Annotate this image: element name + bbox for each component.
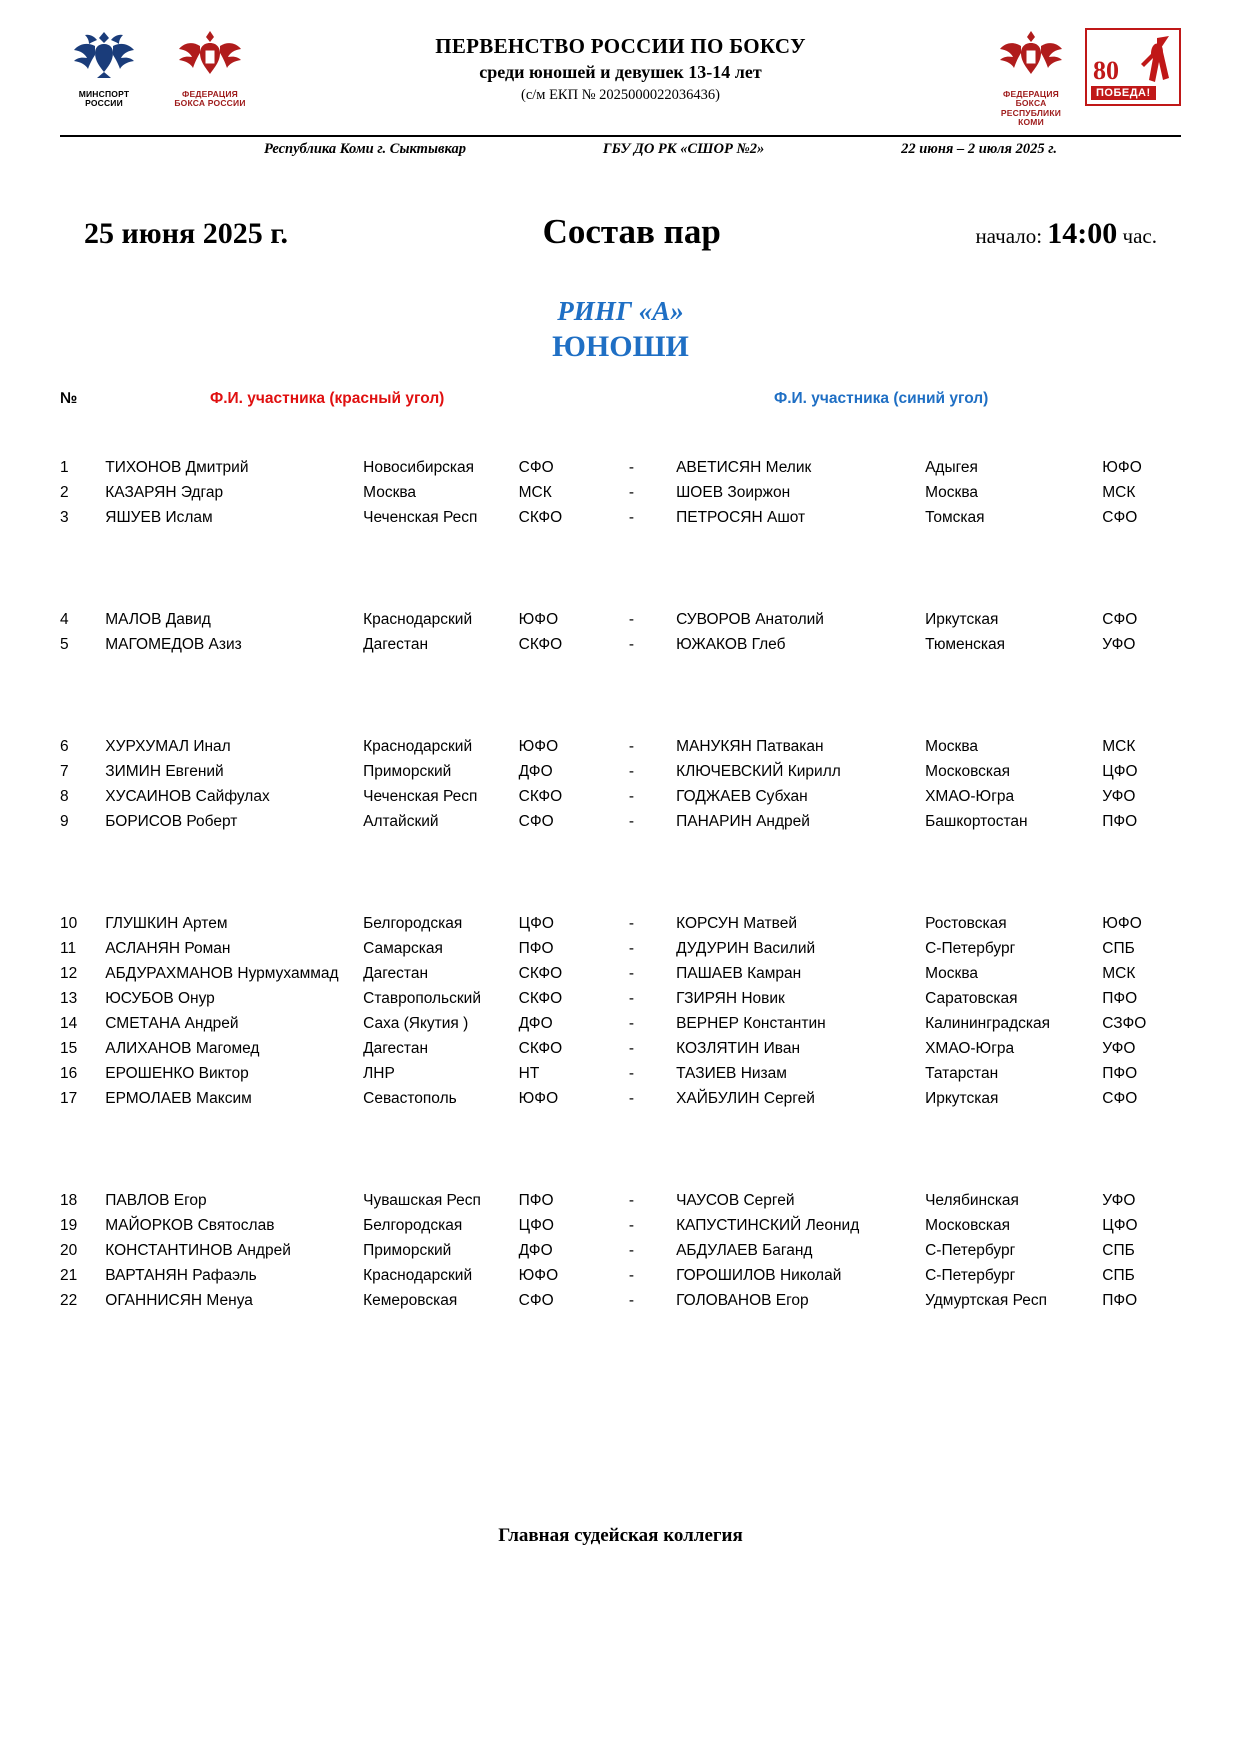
minsport-caption: МИНСПОРТ РОССИИ <box>78 89 130 109</box>
blue-corner-district: СПБ <box>1102 1242 1135 1260</box>
red-corner-district: ДФО <box>518 1015 553 1033</box>
category-spacer <box>60 530 1181 552</box>
red-corner-name: МАЛОВ Давид <box>105 611 211 629</box>
column-header-number: № <box>60 390 78 408</box>
venue-organization: ГБУ ДО РК «СШОР №2» <box>602 141 765 158</box>
table-row <box>60 961 1181 986</box>
blue-corner-region: Удмуртская Респ <box>925 1292 1047 1310</box>
table-row <box>60 1036 1181 1061</box>
bout-number: 1 <box>60 459 69 477</box>
table-row <box>60 1288 1181 1313</box>
blue-corner-name: ДУДУРИН Василий <box>676 940 816 958</box>
weight-category-heading <box>60 426 1181 449</box>
table-row <box>60 1011 1181 1036</box>
table-row <box>60 784 1181 809</box>
bout-number: 3 <box>60 509 69 527</box>
red-corner-name: АСЛАНЯН Роман <box>105 940 231 958</box>
blue-corner-region: С-Петербург <box>925 1267 1016 1285</box>
komi-federation-caption: ФЕДЕРАЦИЯ БОКСА РЕСПУБЛИКИ КОМИ <box>1000 89 1062 128</box>
blue-corner-name: ПАНАРИН Андрей <box>676 813 810 831</box>
blue-corner-district: СПБ <box>1102 940 1135 958</box>
red-corner-district: СКФО <box>518 636 563 654</box>
bout-number: 22 <box>60 1292 78 1310</box>
weight-category-heading <box>60 578 1181 601</box>
blue-corner-region: Москва <box>925 965 979 983</box>
red-corner-name: ЕРОШЕНКО Виктор <box>105 1065 249 1083</box>
table-row <box>60 1238 1181 1263</box>
red-corner-region: Дагестан <box>363 1040 429 1058</box>
blue-corner-district: СЗФО <box>1102 1015 1147 1033</box>
blue-corner-region: Иркутская <box>925 611 999 629</box>
bout-number: 13 <box>60 990 78 1008</box>
bout-number: 8 <box>60 788 69 806</box>
versus-separator: - <box>628 1015 635 1033</box>
red-corner-name: ХУСАИНОВ Сайфулах <box>105 788 270 806</box>
red-corner-district: ПФО <box>518 1192 554 1210</box>
bout-number: 10 <box>60 915 78 933</box>
versus-separator: - <box>628 636 635 654</box>
bout-number: 6 <box>60 738 69 756</box>
table-row <box>60 1086 1181 1111</box>
red-corner-region: Саха (Якутия ) <box>363 1015 469 1033</box>
table-row <box>60 1188 1181 1213</box>
red-corner-district: НТ <box>518 1065 540 1083</box>
blue-corner-region: Московская <box>925 1217 1011 1235</box>
blue-corner-district: СПБ <box>1102 1267 1135 1285</box>
blue-corner-name: ПЕТРОСЯН Ашот <box>676 509 806 527</box>
komi-federation-eagle-icon <box>998 28 1064 88</box>
blue-corner-region: Томская <box>925 509 985 527</box>
red-corner-district: ПФО <box>518 940 554 958</box>
blue-corner-district: ПФО <box>1102 990 1138 1008</box>
red-corner-district: ДФО <box>518 763 553 781</box>
blue-corner-name: АВЕТИСЯН Мелик <box>676 459 812 477</box>
red-corner-region: Дагестан <box>363 636 429 654</box>
victory-80-logo <box>1085 28 1181 106</box>
boxing-federation-caption: ФЕДЕРАЦИЯ БОКСА РОССИИ <box>174 89 246 109</box>
blue-corner-district: ЦФО <box>1102 1217 1138 1235</box>
table-row <box>60 480 1181 505</box>
start-time-block <box>975 217 1157 251</box>
versus-separator: - <box>628 1090 635 1108</box>
red-corner-district: ЮФО <box>518 611 559 629</box>
category-spacer <box>60 1111 1181 1133</box>
blue-corner-name: КЛЮЧЕВСКИЙ Кирилл <box>676 763 841 781</box>
blue-corner-name: ШОЕВ Зоиржон <box>676 484 791 502</box>
red-corner-name: ЗИМИН Евгений <box>105 763 224 781</box>
red-corner-district: ДФО <box>518 1242 553 1260</box>
bout-number: 11 <box>60 940 77 958</box>
page-title: Состав пар <box>542 212 721 252</box>
versus-separator: - <box>628 1040 635 1058</box>
table-row <box>60 607 1181 632</box>
red-corner-region: Чеченская Респ <box>363 788 478 806</box>
blue-corner-region: Москва <box>925 484 979 502</box>
double-eagle-icon <box>71 28 137 88</box>
red-corner-name: МАЙОРКОВ Святослав <box>105 1217 275 1235</box>
red-corner-region: Краснодарский <box>363 1267 473 1285</box>
blue-corner-name: КОЗЛЯТИН Иван <box>676 1040 801 1058</box>
red-corner-district: МСК <box>518 484 552 502</box>
header-right-logos <box>981 28 1181 127</box>
blue-corner-region: Тюменская <box>925 636 1006 654</box>
blue-corner-region: Челябинская <box>925 1192 1019 1210</box>
blue-corner-district: ПФО <box>1102 1292 1138 1310</box>
red-corner-name: АБДУРАХМАНОВ Нурмухаммад <box>105 965 339 983</box>
red-corner-name: ВАРТАНЯН Рафаэль <box>105 1267 257 1285</box>
table-row <box>60 1061 1181 1086</box>
blue-corner-region: Башкортостан <box>925 813 1028 831</box>
red-corner-region: Приморский <box>363 763 452 781</box>
blue-corner-name: ГОРОШИЛОВ Николай <box>676 1267 842 1285</box>
blue-corner-district: ЦФО <box>1102 763 1138 781</box>
blue-corner-name: ЮЖАКОВ Глеб <box>676 636 786 654</box>
bout-number: 17 <box>60 1090 78 1108</box>
blue-corner-district: ЮФО <box>1102 915 1142 933</box>
blue-corner-region: Ростовская <box>925 915 1007 933</box>
red-corner-district: СКФО <box>518 788 563 806</box>
blue-corner-name: ЧАУСОВ Сергей <box>676 1192 795 1210</box>
blue-corner-district: УФО <box>1102 1192 1136 1210</box>
red-corner-name: МАГОМЕДОВ Азиз <box>105 636 242 654</box>
column-header-blue-corner: Ф.И. участника (синий угол) <box>774 390 989 408</box>
bout-number: 18 <box>60 1192 78 1210</box>
blue-corner-district: ПФО <box>1102 813 1138 831</box>
blue-corner-name: ХАЙБУЛИН Сергей <box>676 1090 815 1108</box>
red-corner-region: Ставропольский <box>363 990 481 1008</box>
blue-corner-district: МСК <box>1102 965 1136 983</box>
blue-corner-region: Саратовская <box>925 990 1018 1008</box>
versus-separator: - <box>628 509 635 527</box>
weight-category-heading <box>60 1159 1181 1182</box>
table-row <box>60 455 1181 480</box>
session-date: 25 июня 2025 г. <box>84 217 288 251</box>
blue-corner-region: Московская <box>925 763 1011 781</box>
table-row <box>60 505 1181 530</box>
ring-label: РИНГ «А» <box>557 296 684 327</box>
blue-corner-district: ЮФО <box>1102 459 1142 477</box>
versus-separator: - <box>628 611 635 629</box>
red-corner-district: ЦФО <box>518 1217 554 1235</box>
table-row <box>60 936 1181 961</box>
versus-separator: - <box>628 788 635 806</box>
red-corner-district: ЮФО <box>518 1090 559 1108</box>
red-corner-region: Чувашская Респ <box>363 1192 481 1210</box>
red-corner-name: АЛИХАНОВ Магомед <box>105 1040 260 1058</box>
versus-separator: - <box>628 915 635 933</box>
bout-number: 21 <box>60 1267 78 1285</box>
victory-number: 80 <box>1093 56 1119 85</box>
versus-separator: - <box>628 1217 635 1235</box>
table-row <box>60 1263 1181 1288</box>
blue-corner-region: ХМАО-Югра <box>925 1040 1015 1058</box>
blue-corner-district: УФО <box>1102 1040 1136 1058</box>
red-corner-name: КАЗАРЯН Эдгар <box>105 484 224 502</box>
blue-corner-district: СФО <box>1102 611 1138 629</box>
footer-signature: Главная судейская коллегия <box>498 1525 743 1546</box>
document-header <box>60 28 1181 127</box>
bout-number: 4 <box>60 611 69 629</box>
red-corner-district: СФО <box>518 1292 554 1310</box>
blue-corner-region: Татарстан <box>925 1065 999 1083</box>
bout-number: 14 <box>60 1015 78 1033</box>
red-corner-region: Алтайский <box>363 813 439 831</box>
red-corner-district: СКФО <box>518 965 563 983</box>
red-corner-region: Краснодарский <box>363 611 473 629</box>
blue-corner-name: ПАШАЕВ Камран <box>676 965 802 983</box>
blue-corner-name: АБДУЛАЕВ Баганд <box>676 1242 813 1260</box>
event-subtitle: среди юношей и девушек 13-14 лет <box>479 62 762 82</box>
header-left-logos <box>60 28 260 109</box>
red-corner-name: КОНСТАНТИНОВ Андрей <box>105 1242 291 1260</box>
red-corner-name: ГЛУШКИН Артем <box>105 915 228 933</box>
red-corner-name: БОРИСОВ Роберт <box>105 813 238 831</box>
blue-corner-name: ВЕРНЕР Константин <box>676 1015 826 1033</box>
versus-separator: - <box>628 484 635 502</box>
blue-corner-name: МАНУКЯН Патвакан <box>676 738 824 756</box>
red-corner-district: СКФО <box>518 1040 563 1058</box>
event-dates: 22 июня – 2 июля 2025 г. <box>901 141 1057 158</box>
komi-federation-logo <box>987 28 1075 127</box>
column-header-red-corner: Ф.И. участника (красный угол) <box>210 390 445 408</box>
event-title: ПЕРВЕНСТВО РОССИИ ПО БОКСУ <box>435 34 806 58</box>
blue-corner-region: Адыгея <box>925 459 978 477</box>
red-corner-region: ЛНР <box>363 1065 395 1083</box>
red-corner-name: ОГАННИСЯН Менуа <box>105 1292 253 1310</box>
table-row <box>60 911 1181 936</box>
blue-corner-name: ГОЛОВАНОВ Егор <box>676 1292 809 1310</box>
versus-separator: - <box>628 738 635 756</box>
red-corner-name: ПАВЛОВ Егор <box>105 1192 207 1210</box>
red-corner-region: Приморский <box>363 1242 452 1260</box>
red-corner-region: Севастополь <box>363 1090 457 1108</box>
red-corner-district: ЦФО <box>518 915 554 933</box>
venue-city: Республика Коми г. Сыктывкар <box>264 141 466 158</box>
blue-corner-district: МСК <box>1102 484 1136 502</box>
red-corner-district: ЮФО <box>518 1267 559 1285</box>
versus-separator: - <box>628 813 635 831</box>
bout-number: 12 <box>60 965 78 983</box>
category-spacer <box>60 657 1181 679</box>
red-corner-district: СКФО <box>518 990 563 1008</box>
red-corner-region: Кемеровская <box>363 1292 458 1310</box>
weight-category-heading <box>60 705 1181 728</box>
bout-number: 19 <box>60 1217 78 1235</box>
table-row <box>60 759 1181 784</box>
bout-number: 7 <box>60 763 69 781</box>
red-corner-name: ЯШУЕВ Ислам <box>105 509 213 527</box>
blue-corner-district: СФО <box>1102 509 1138 527</box>
start-label: начало: <box>975 224 1043 249</box>
victory-word: ПОБЕДА! <box>1091 86 1156 100</box>
versus-separator: - <box>628 940 635 958</box>
red-corner-region: Белгородская <box>363 1217 463 1235</box>
red-corner-region: Дагестан <box>363 965 429 983</box>
table-column-headers <box>60 390 1181 408</box>
blue-corner-region: ХМАО-Югра <box>925 788 1015 806</box>
red-corner-district: СФО <box>518 813 554 831</box>
start-time: 14:00 <box>1047 217 1118 251</box>
blue-corner-name: ГЗИРЯН Новик <box>676 990 785 1008</box>
versus-separator: - <box>628 1192 635 1210</box>
bout-number: 15 <box>60 1040 78 1058</box>
versus-separator: - <box>628 1065 635 1083</box>
table-row <box>60 734 1181 759</box>
bout-number: 16 <box>60 1065 78 1083</box>
red-corner-name: ТИХОНОВ Дмитрий <box>105 459 249 477</box>
blue-corner-name: СУВОРОВ Анатолий <box>676 611 824 629</box>
blue-corner-district: СФО <box>1102 1090 1138 1108</box>
versus-separator: - <box>628 965 635 983</box>
red-corner-region: Самарская <box>363 940 443 958</box>
blue-corner-name: КОРСУН Матвей <box>676 915 797 933</box>
gender-label: ЮНОШИ <box>552 330 689 364</box>
bout-number: 2 <box>60 484 69 502</box>
blue-corner-region: С-Петербург <box>925 1242 1016 1260</box>
versus-separator: - <box>628 459 635 477</box>
red-corner-name: СМЕТАНА Андрей <box>105 1015 239 1033</box>
category-spacer <box>60 834 1181 856</box>
weight-category-heading <box>60 882 1181 905</box>
blue-corner-region: Иркутская <box>925 1090 999 1108</box>
blue-corner-district: УФО <box>1102 788 1136 806</box>
table-row <box>60 986 1181 1011</box>
red-corner-name: ЮСУБОВ Онур <box>105 990 215 1008</box>
blue-corner-name: КАПУСТИНСКИЙ Леонид <box>676 1217 860 1235</box>
blue-corner-name: ГОДЖАЕВ Субхан <box>676 788 808 806</box>
table-row <box>60 632 1181 657</box>
boxing-federation-logo <box>166 28 254 109</box>
boxing-federation-eagle-icon <box>177 28 243 88</box>
blue-corner-region: С-Петербург <box>925 940 1016 958</box>
versus-separator: - <box>628 763 635 781</box>
red-corner-name: ЕРМОЛАЕВ Максим <box>105 1090 252 1108</box>
versus-separator: - <box>628 1292 635 1310</box>
header-info-line <box>60 137 1181 158</box>
versus-separator: - <box>628 1267 635 1285</box>
bout-number: 5 <box>60 636 69 654</box>
blue-corner-region: Москва <box>925 738 979 756</box>
bout-table <box>60 426 1181 1313</box>
red-corner-district: СКФО <box>518 509 563 527</box>
blue-corner-name: ТАЗИЕВ Низам <box>676 1065 787 1083</box>
red-corner-region: Москва <box>363 484 417 502</box>
red-corner-region: Новосибирская <box>363 459 475 477</box>
bout-number: 20 <box>60 1242 78 1260</box>
header-titles <box>260 28 981 104</box>
versus-separator: - <box>628 1242 635 1260</box>
blue-corner-district: ПФО <box>1102 1065 1138 1083</box>
document-meta-row <box>60 212 1181 252</box>
red-corner-district: ЮФО <box>518 738 559 756</box>
versus-separator: - <box>628 990 635 1008</box>
event-code: (с/м ЕКП № 2025000022036436) <box>520 87 720 103</box>
start-unit: час. <box>1122 224 1157 249</box>
blue-corner-region: Калининградская <box>925 1015 1051 1033</box>
bout-number: 9 <box>60 813 69 831</box>
red-corner-region: Краснодарский <box>363 738 473 756</box>
table-row <box>60 1213 1181 1238</box>
blue-corner-district: МСК <box>1102 738 1136 756</box>
red-corner-region: Чеченская Респ <box>363 509 478 527</box>
minsport-logo <box>60 28 148 109</box>
red-corner-region: Белгородская <box>363 915 463 933</box>
table-row <box>60 809 1181 834</box>
blue-corner-district: УФО <box>1102 636 1136 654</box>
red-corner-name: ХУРХУМАЛ Инал <box>105 738 231 756</box>
red-corner-district: СФО <box>518 459 554 477</box>
